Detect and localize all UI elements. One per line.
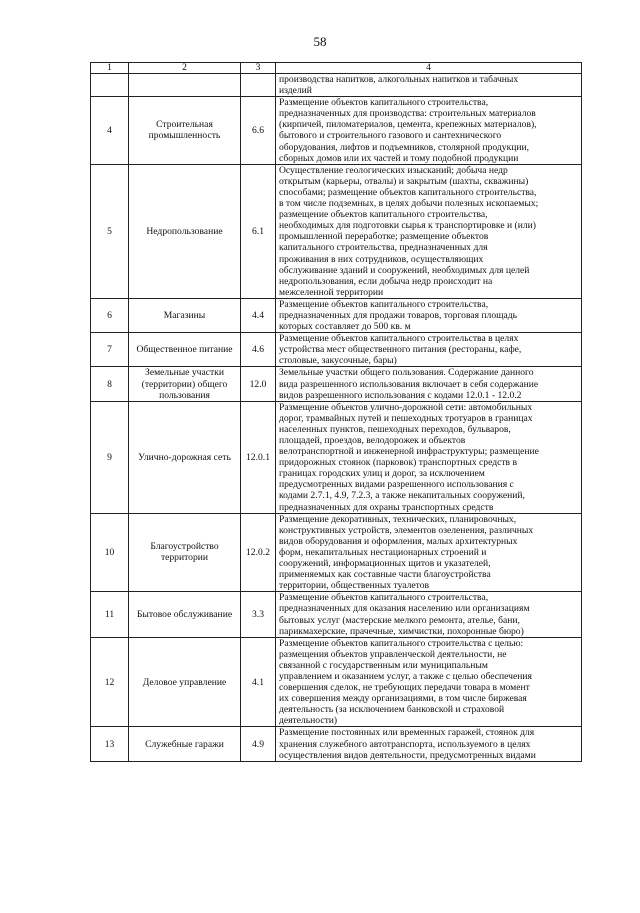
table-row <box>91 637 582 727</box>
row-number: 7 <box>91 333 129 367</box>
table-row <box>91 333 582 367</box>
land-use-name: Строительная промышленность <box>129 97 241 165</box>
header-col-1: 1 <box>91 63 129 74</box>
land-use-code: 4.4 <box>241 298 276 332</box>
land-use-table <box>90 62 582 762</box>
land-use-name: Земельные участки (территории) общего пользования <box>129 367 241 401</box>
land-use-name: Служебные гаражи <box>129 727 241 761</box>
table-row <box>91 367 582 401</box>
land-use-name <box>129 74 241 97</box>
table-row <box>91 164 582 298</box>
land-use-code: 12.0.2 <box>241 513 276 592</box>
description-text: Размещение постоянных или временных гаражей, стоянок для хранения служебного автотранспорта, используемого в целях осуществления видов деятельности, предусмотренных видами <box>279 727 536 761</box>
land-use-name: Магазины <box>129 298 241 332</box>
row-number: 5 <box>91 164 129 298</box>
row-number: 11 <box>91 592 129 637</box>
land-use-name: Недропользование <box>129 164 241 298</box>
header-col-4: 4 <box>276 63 582 74</box>
land-use-code: 6.1 <box>241 164 276 298</box>
row-number <box>91 74 129 97</box>
row-number: 8 <box>91 367 129 401</box>
land-use-code: 3.3 <box>241 592 276 637</box>
table-row <box>91 74 582 97</box>
land-use-code: 4.1 <box>241 637 276 727</box>
land-use-description <box>276 592 582 637</box>
land-use-name: Улично-дорожная сеть <box>129 401 241 513</box>
land-use-description <box>276 727 582 761</box>
land-use-code: 12.0.1 <box>241 401 276 513</box>
land-use-description <box>276 637 582 727</box>
land-use-name: Бытовое обслуживание <box>129 592 241 637</box>
description-text: Размещение объектов капитального строительства в целях устройства мест общественного питания (рестораны, кафе, столовые, закусочные, бары) <box>279 333 522 367</box>
land-use-code: 4.9 <box>241 727 276 761</box>
land-use-description <box>276 401 582 513</box>
land-use-description <box>276 164 582 298</box>
description-text: Размещение объектов капитального строительства, предназначенных для производства: строительных материалов (кирпичей, пиломатериалов, цемента, крепежных материалов), бытового и строительного газового и сантехнического оборудования, лифтов и подъемников, столярной продукции, сборных домов или их частей и тому подобной продукции <box>279 97 537 164</box>
description-text: Размещение объектов улично-дорожной сети: автомобильных дорог, трамвайных путей и пешеходных тротуаров в границах населенных пунктов, пешеходных переходов, бульваров, площадей, проездов, велодорожек и объектов велотранспортной и инженерной инфраструктуры; размещение придорожных стоянок (парковок) транспортных средств в границах городских улиц и дорог, за исключением предусмотренных видами разрешенного использования с кодами 2.7.1, 4.9, 7.2.3, а также некапитальных сооружений, предназначенных для охраны транспортных средств <box>279 401 539 513</box>
land-use-name: Деловое управление <box>129 637 241 727</box>
description-text: Размещение объектов капитального строительства с целью: размещения объектов управленческой деятельности, не связанной с государственным или муниципальным управлением и оказанием услуг, а также с целью обеспечения совершения сделок, не требующих передачи товара в момент их совершения между организациями, в том числе биржевая деятельность (за исключением банковской и страховой деятельности) <box>279 637 532 727</box>
land-use-description <box>276 367 582 401</box>
row-number: 12 <box>91 637 129 727</box>
description-text: Осуществление геологических изысканий; добыча недр открытым (карьеры, отвалы) и закрытым (шахты, скважины) способами; размещение объектов капитального строительства, в том числе подземных, в целях добычи полезных ископаемых; размещение объектов капитального строительства, необходимых для подготовки сырья к транспортировке и (или) промышленной переработке; размещение объектов капитального строительства, предназначенных для проживания в них сотрудников, осуществляющих обслуживание зданий и сооружений, необходимых для целей недропользования, если добыча недр происходит на межселенной территории <box>279 164 539 298</box>
header-col-3: 3 <box>241 63 276 74</box>
table-row <box>91 97 582 165</box>
land-use-description <box>276 74 582 97</box>
table-row <box>91 401 582 513</box>
table-row <box>91 513 582 592</box>
land-use-code: 12.0 <box>241 367 276 401</box>
land-use-name: Благоустройство территории <box>129 513 241 592</box>
header-col-2: 2 <box>129 63 241 74</box>
land-use-description <box>276 298 582 332</box>
land-use-code: 4.6 <box>241 333 276 367</box>
land-use-name: Общественное питание <box>129 333 241 367</box>
table-row <box>91 727 582 761</box>
land-use-description <box>276 97 582 165</box>
description-text: Размещение объектов капитального строительства, предназначенных для оказания населению или организациям бытовых услуг (мастерские мелкого ремонта, ателье, бани, парикмахерские, прачечные, химчистки, похоронные бюро) <box>279 592 530 637</box>
land-use-description <box>276 333 582 367</box>
table-row <box>91 592 582 637</box>
row-number: 10 <box>91 513 129 592</box>
row-number: 13 <box>91 727 129 761</box>
description-text: производства напитков, алкогольных напитков и табачных изделий <box>279 74 519 97</box>
land-use-code: 6.6 <box>241 97 276 165</box>
table-header-row <box>91 63 582 74</box>
row-number: 9 <box>91 401 129 513</box>
description-text: Размещение декоративных, технических, планировочных, конструктивных устройств, элементов озеленения, различных видов оборудования и оформления, малых архитектурных форм, некапитальных нестационарных строений и сооружений, информационных щитов и указателей, применяемых как составные части благоустройства территории, общественных туалетов <box>279 513 534 592</box>
page-number: 58 <box>313 34 327 49</box>
description-text: Земельные участки общего пользования. Содержание данного вида разрешенного использования включает в себя содержание видов разрешенного использования с кодами 12.0.1 - 12.0.2 <box>279 367 539 401</box>
land-use-table-body <box>91 63 582 762</box>
row-number: 4 <box>91 97 129 165</box>
row-number: 6 <box>91 298 129 332</box>
land-use-description <box>276 513 582 592</box>
land-use-code <box>241 74 276 97</box>
description-text: Размещение объектов капитального строительства, предназначенных для продажи товаров, торговая площадь которых составляет до 500 кв. м <box>279 298 518 333</box>
table-row <box>91 298 582 332</box>
